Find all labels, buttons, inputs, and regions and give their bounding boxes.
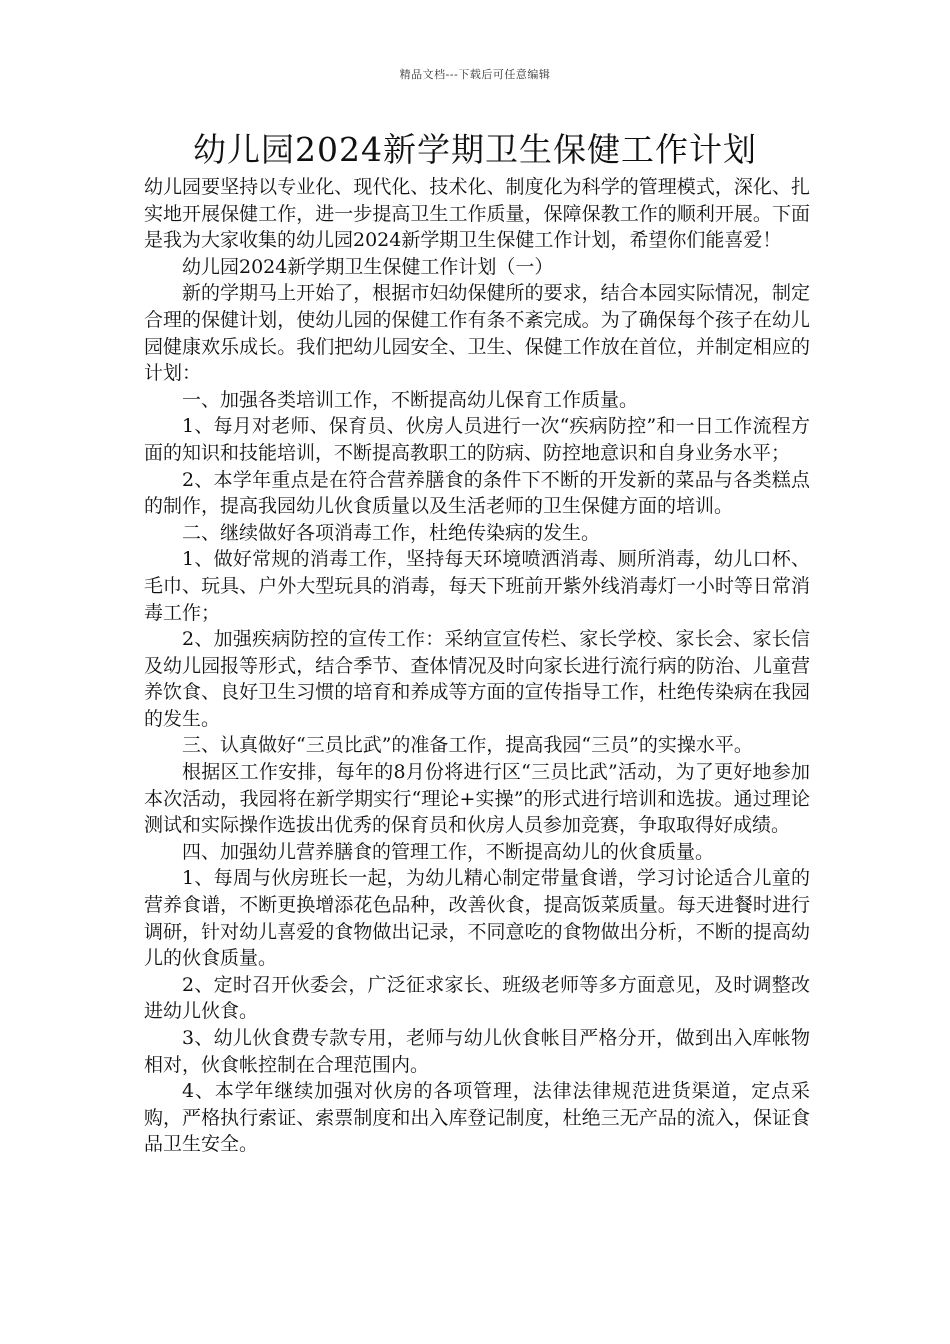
section-heading: 二、继续做好各项消毒工作，杜绝传染病的发生。 [182,521,601,544]
header-note: 精品文档---下载后可任意编辑 [399,68,551,81]
paragraph: 新的学期马上开始了，根据市妇幼保健所的要求，结合本园实际情况，制定合理的保健计划，使幼儿园的保健工作有条不紊完成。为了确保每个孩子在幼儿园健康欢乐成长。我们把幼儿园安全、卫生、保健工作放在首位，并制定相应的计划： [144,282,810,385]
paragraph: 幼儿园要坚持以专业化、现代化、技术化、制度化为科学的管理模式，深化、扎实地开展保健工作，进一步提高卫生工作质量，保障保教工作的顺利开展。下面是我为大家收集的幼儿园2024新学期卫生保健工作计划，希望你们能喜爱！ [144,176,810,252]
paragraph: 1、每月对老师、保育员、伙房人员进行一次“疾病防控”和一日工作流程方面的知识和技能培训，不断提高教职工的防病、防控地意识和自身业务水平； [144,415,810,464]
section-heading: 三、认真做好“三员比武”的准备工作，提高我园“三员”的实操水平。 [182,734,753,757]
paragraph: 2、本学年重点是在符合营养膳食的条件下不断的开发新的菜品与各类糕点的制作，提高我园幼儿伙食质量以及生活老师的卫生保健方面的培训。 [144,468,810,518]
section-heading: 四、加强幼儿营养膳食的管理工作，不断提高幼儿的伙食质量。 [182,840,715,863]
document-title: 幼儿园2024新学期卫生保健工作计划 [193,130,757,169]
paragraph: 4、本学年继续加强对伙房的各项管理，法律法律规范进货渠道，定点采购，严格执行索证、索票制度和出入库登记制度，杜绝三无产品的流入，保证食品卫生安全。 [144,1080,810,1156]
paragraph: 1、做好常规的消毒工作，坚持每天环境喷洒消毒、厕所消毒，幼儿口杯、毛巾、玩具、户外大型玩具的消毒，每天下班前开紫外线消毒灯一小时等日常消毒工作； [144,548,810,624]
paragraph: 2、加强疾病防控的宣传工作：采纳宣宣传栏、家长学校、家长会、家长信及幼儿园报等形式，结合季节、查体情况及时向家长进行流行病的防治、儿童营养饮食、良好卫生习惯的培育和养成等方面的宣传指导工作，杜绝传染病在我园的发生。 [144,628,810,730]
paragraph: 3、幼儿伙食费专款专用，老师与幼儿伙食帐目严格分开，做到出入库帐物相对，伙食帐控制在合理范围内。 [144,1027,810,1076]
document-body [144,174,810,1158]
paragraph: 根据区工作安排，每年的8月份将进行区“三员比武”活动，为了更好地参加本次活动，我园将在新学期实行“理论+实操”的形式进行培训和选拔。通过理论测试和实际操作选拔出优秀的保育员和伙房人员参加竞赛，争取取得好成绩。 [144,761,810,837]
section-heading: 幼儿园2024新学期卫生保健工作计划（一） [182,255,554,278]
section-heading: 一、加强各类培训工作，不断提高幼儿保育工作质量。 [182,388,639,411]
paragraph: 1、每周与伙房班长一起，为幼儿精心制定带量食谱，学习讨论适合儿童的营养食谱，不断更换增添花色品种，改善伙食，提高饭菜质量。每天进餐时进行调研，针对幼儿喜爱的食物做出记录，不同意吃的食物做出分析，不断的提高幼儿的伙食质量。 [144,867,810,970]
paragraph: 2、定时召开伙委会，广泛征求家长、班级老师等多方面意见，及时调整改进幼儿伙食。 [144,973,810,1023]
